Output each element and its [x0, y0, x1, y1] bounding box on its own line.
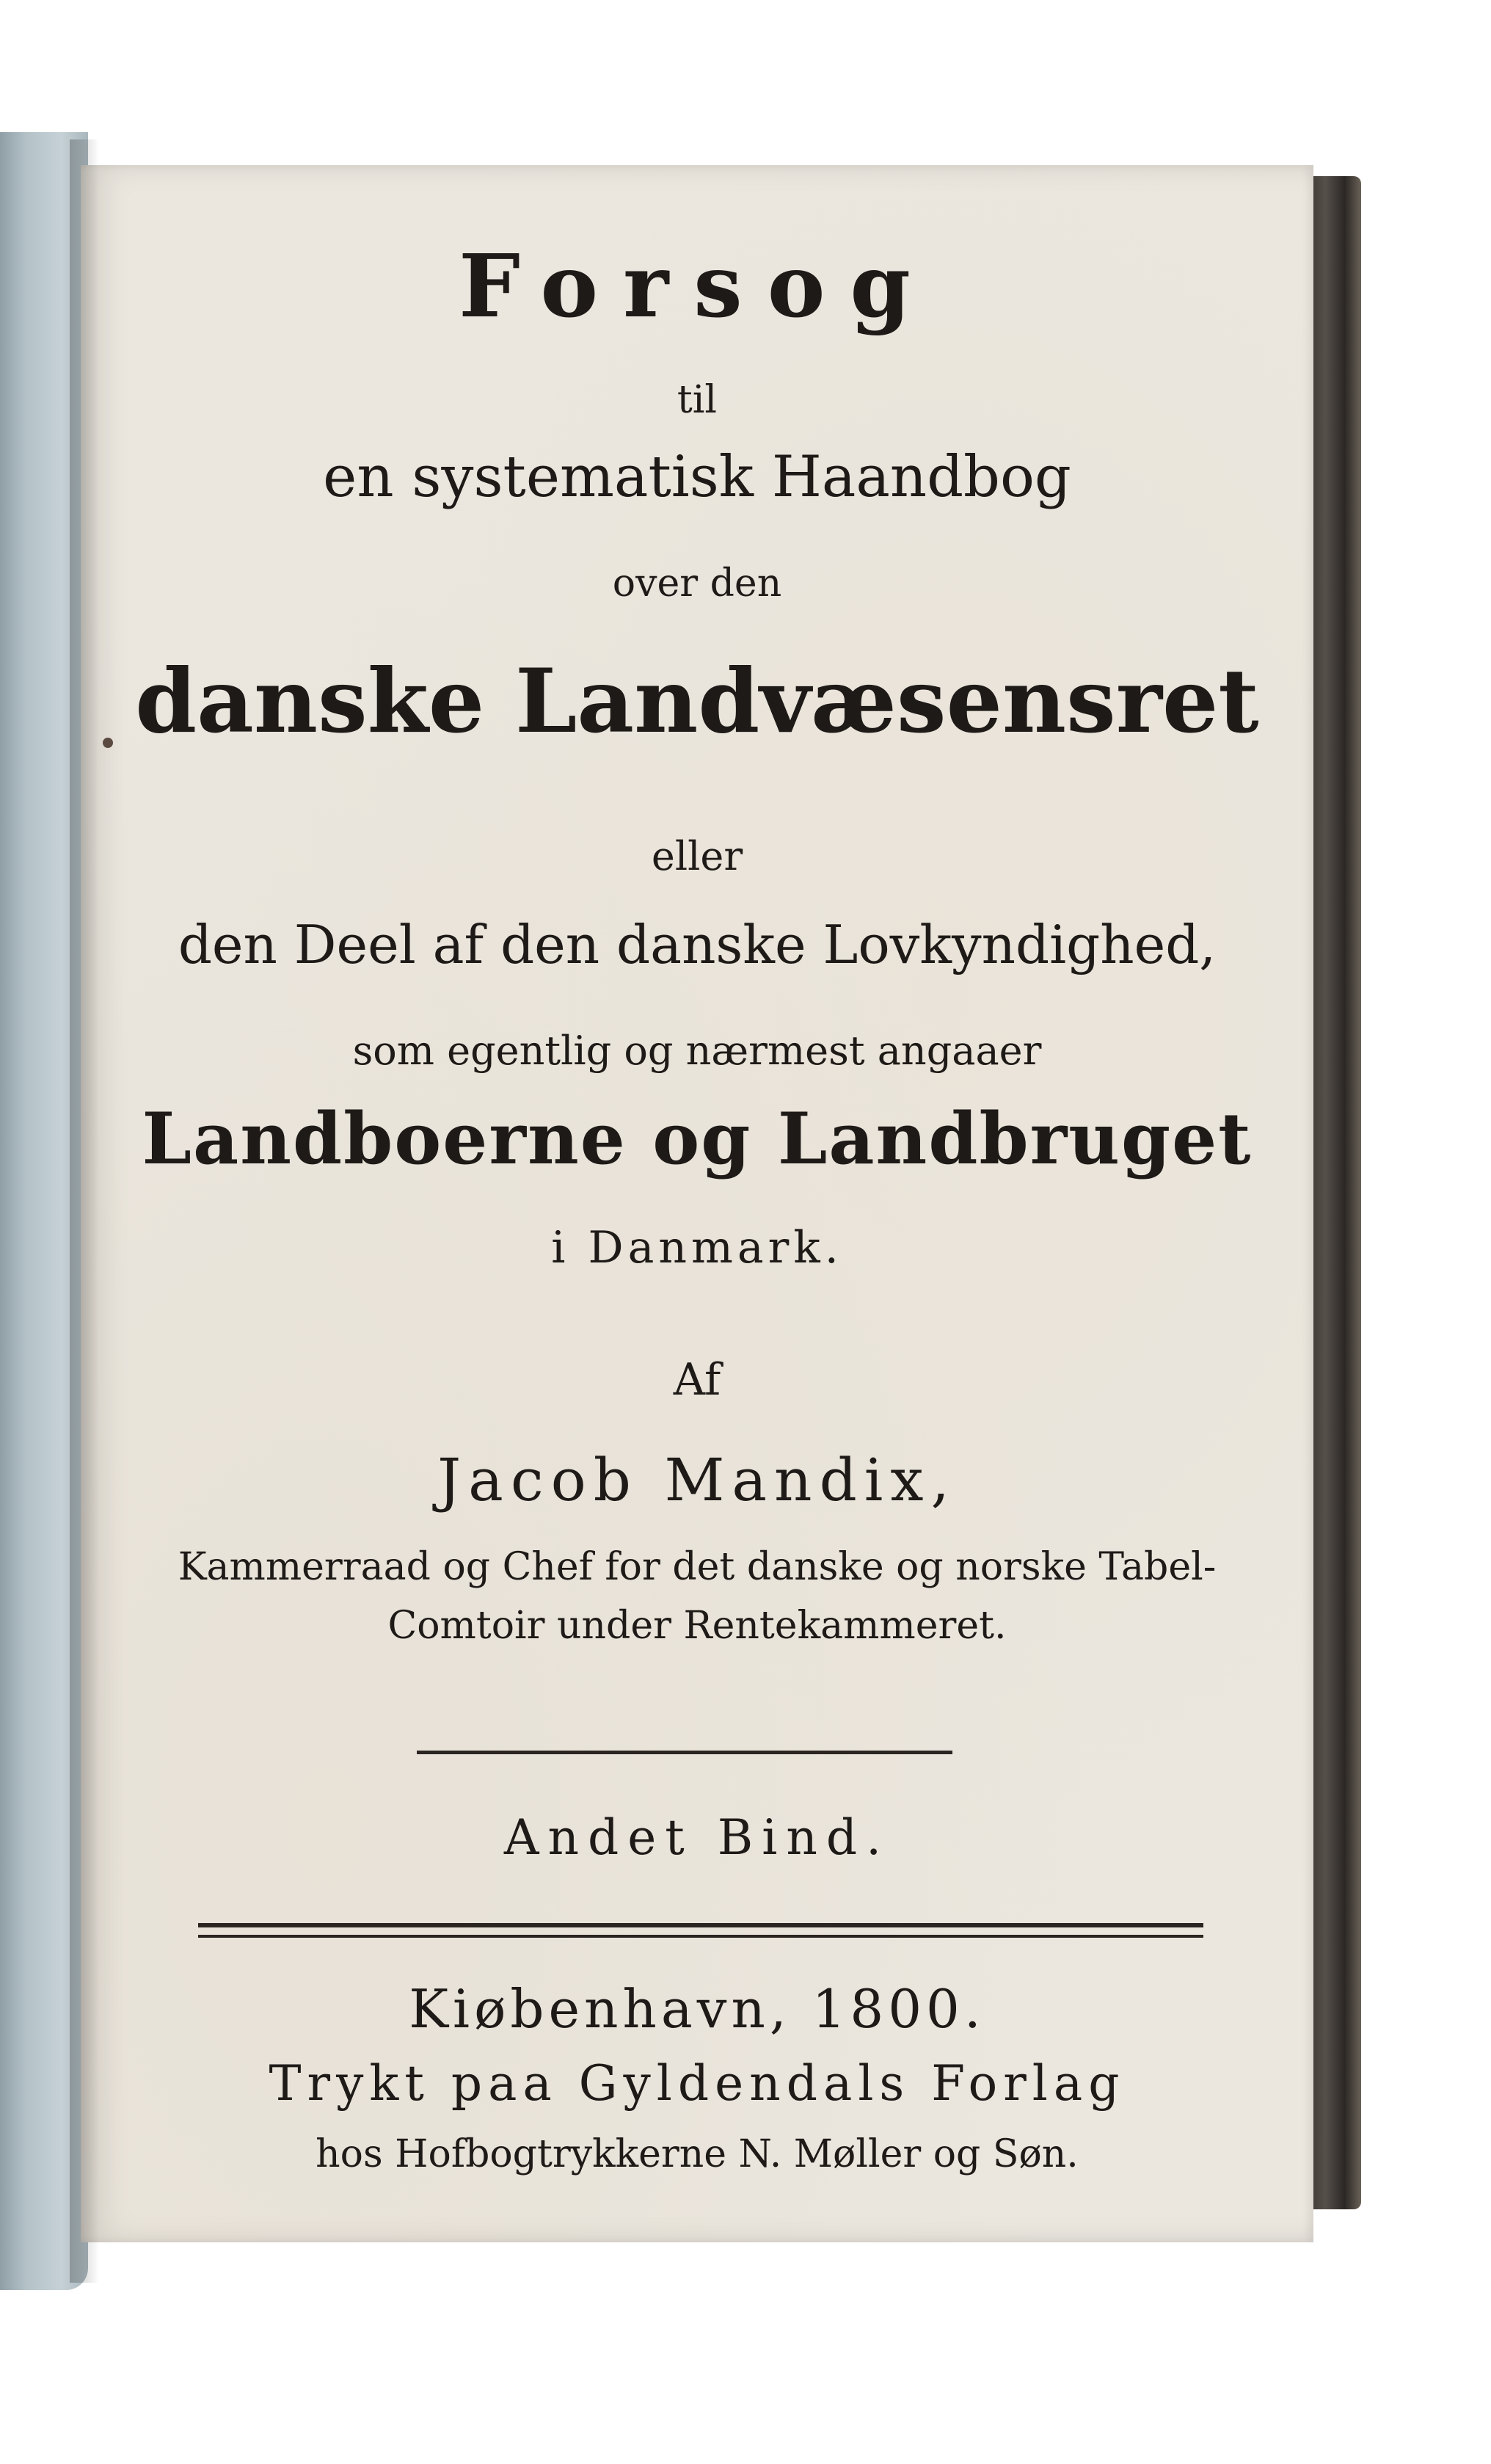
author-prefix: Af: [673, 1354, 721, 1406]
title-page: [81, 165, 1313, 2242]
title-til: til: [677, 378, 718, 422]
gutter-shadow: [70, 139, 99, 2283]
author-title-2: Comtoir under Rentekammeret.: [387, 1604, 1007, 1648]
title-landvaesensret: danske Landvæsensret: [135, 650, 1259, 753]
title-haandbog: en systematisk Haandbog: [323, 444, 1071, 510]
title-angaaer: som egentlig og nærmest angaaer: [352, 1028, 1042, 1074]
volume-label: Andet Bind.: [503, 1809, 891, 1866]
title-forsog: Forsog: [459, 235, 936, 337]
imprint-place-year: Kiøbenhavn, 1800.: [409, 1978, 985, 2040]
title-over-den: over den: [612, 562, 782, 606]
imprint-printer: hos Hofbogtrykkerne N. Møller og Søn.: [316, 2132, 1079, 2176]
divider-rule: [417, 1751, 952, 1754]
title-lovkyndighed: den Deel af den danske Lovkyndighed,: [178, 914, 1217, 975]
title-landboerne: Landboerne og Landbruget: [142, 1097, 1253, 1180]
author-title-1: Kammerraad og Chef for det danske og norske Tabel-: [178, 1545, 1217, 1589]
paper-speck: [103, 738, 113, 748]
author-name: Jacob Mandix,: [437, 1446, 957, 1514]
book-spine: [1306, 176, 1361, 2209]
title-eller: eller: [651, 833, 743, 879]
title-danmark: i Danmark.: [551, 1222, 843, 1273]
double-rule: [198, 1923, 1203, 1938]
imprint-publisher: Trykt paa Gyldendals Forlag: [269, 2055, 1126, 2112]
